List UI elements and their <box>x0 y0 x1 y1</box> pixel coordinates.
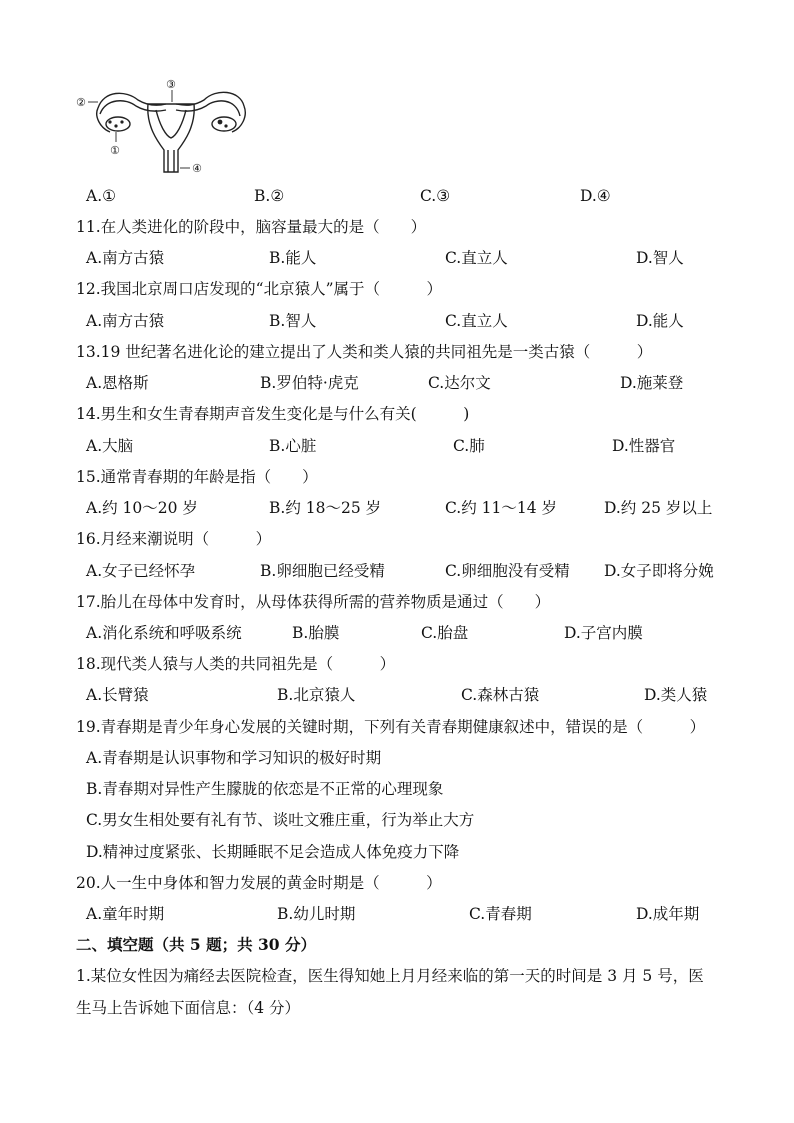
q10-option-b[interactable]: B.② <box>254 187 285 205</box>
q16-option-b[interactable]: B.卵细胞已经受精 <box>260 562 385 580</box>
q20-option-c[interactable]: C.青春期 <box>469 905 532 923</box>
q17-options <box>0 623 794 643</box>
q12-option-a[interactable]: A.南方古猿 <box>86 312 165 330</box>
q11-option-d[interactable]: D.智人 <box>636 249 684 267</box>
label-2: ② <box>76 96 86 109</box>
q19-option-c[interactable]: C.男女生相处要有礼有节、谈吐文雅庄重，行为举止大方 <box>86 811 475 829</box>
q13-option-c[interactable]: C.达尔文 <box>428 374 491 392</box>
q12-options <box>0 311 794 331</box>
q17-stem: 17.胎儿在母体中发育时，从母体获得所需的营养物质是通过（ ） <box>76 593 551 611</box>
q20-options <box>0 904 794 924</box>
q11-options <box>0 248 794 268</box>
q14-option-b[interactable]: B.心脏 <box>269 437 317 455</box>
q13-option-b[interactable]: B.罗伯特·虎克 <box>260 374 359 392</box>
q17-option-c[interactable]: C.胎盘 <box>421 624 469 642</box>
q16-option-c[interactable]: C.卵细胞没有受精 <box>445 562 570 580</box>
q11-stem: 11.在人类进化的阶段中，脑容量最大的是（ ） <box>76 218 427 236</box>
q15-options <box>0 498 794 518</box>
uterus-illustration <box>76 76 252 178</box>
q12-option-d[interactable]: D.能人 <box>636 312 684 330</box>
q10-options <box>0 186 794 206</box>
q18-stem: 18.现代类人猿与人类的共同祖先是（ ） <box>76 655 396 673</box>
q11-option-a[interactable]: A.南方古猿 <box>86 249 165 267</box>
q18-option-d[interactable]: D.类人猿 <box>644 686 708 704</box>
q20-option-d[interactable]: D.成年期 <box>636 905 700 923</box>
q18-option-b[interactable]: B.北京猿人 <box>277 686 356 704</box>
q17-option-d[interactable]: D.子宫内膜 <box>564 624 643 642</box>
q13-option-a[interactable]: A.恩格斯 <box>86 374 149 392</box>
fill-q1-line1: 1.某位女性因为痛经去医院检查，医生得知她上月月经来临的第一天的时间是 3 月 5 号，医 <box>76 967 704 985</box>
q10-option-a[interactable]: A.① <box>86 187 117 205</box>
q19-option-d[interactable]: D.精神过度紧张、长期睡眠不足会造成人体免疫力下降 <box>86 843 460 861</box>
label-4: ④ <box>192 162 202 175</box>
q10-option-d[interactable]: D.④ <box>580 187 611 205</box>
q14-option-a[interactable]: A.大脑 <box>86 437 134 455</box>
reproductive-system-diagram <box>76 76 252 178</box>
q20-stem: 20.人一生中身体和智力发展的黄金时期是（ ） <box>76 874 442 892</box>
q13-stem: 13.19 世纪著名进化论的建立提出了人类和类人猿的共同祖先是一类古猿（ ） <box>76 343 653 361</box>
q14-options <box>0 436 794 456</box>
section-heading: 二、填空题（共 5 题；共 30 分） <box>76 935 316 954</box>
q16-options <box>0 561 794 581</box>
q16-option-a[interactable]: A.女子已经怀孕 <box>86 562 196 580</box>
label-3: ③ <box>166 78 176 91</box>
q15-stem: 15.通常青春期的年龄是指（ ） <box>76 468 318 486</box>
q20-option-b[interactable]: B.幼儿时期 <box>277 905 356 923</box>
q13-options <box>0 373 794 393</box>
fill-q1-line2: 生马上告诉她下面信息：（4 分） <box>76 999 301 1017</box>
q12-stem: 12.我国北京周口店发现的“北京猿人”属于（ ） <box>76 280 442 298</box>
q15-option-b[interactable]: B.约 18～25 岁 <box>269 499 382 517</box>
q17-option-a[interactable]: A.消化系统和呼吸系统 <box>86 624 242 642</box>
q11-option-c[interactable]: C.直立人 <box>445 249 508 267</box>
q14-option-c[interactable]: C.肺 <box>453 437 485 455</box>
q12-option-c[interactable]: C.直立人 <box>445 312 508 330</box>
q11-option-b[interactable]: B.能人 <box>269 249 317 267</box>
q18-options <box>0 685 794 705</box>
q13-option-d[interactable]: D.施莱登 <box>620 374 684 392</box>
q18-option-c[interactable]: C.森林古猿 <box>461 686 540 704</box>
q12-option-b[interactable]: B.智人 <box>269 312 317 330</box>
q16-stem: 16.月经来潮说明（ ） <box>76 530 272 548</box>
q15-option-d[interactable]: D.约 25 岁以上 <box>604 499 713 517</box>
q10-option-c[interactable]: C.③ <box>420 187 451 205</box>
q19-stem: 19.青春期是青少年身心发展的关键时期，下列有关青春期健康叙述中，错误的是（ ） <box>76 718 706 736</box>
q16-option-d[interactable]: D.女子即将分娩 <box>604 562 714 580</box>
q14-option-d[interactable]: D.性器官 <box>612 437 676 455</box>
q20-option-a[interactable]: A.童年时期 <box>86 905 165 923</box>
q15-option-a[interactable]: A.约 10～20 岁 <box>86 499 198 517</box>
q15-option-c[interactable]: C.约 11～14 岁 <box>445 499 558 517</box>
q19-option-a[interactable]: A.青春期是认识事物和学习知识的极好时期 <box>86 749 382 767</box>
q17-option-b[interactable]: B.胎膜 <box>292 624 340 642</box>
q18-option-a[interactable]: A.长臂猿 <box>86 686 149 704</box>
label-1: ① <box>110 144 120 157</box>
q19-option-b[interactable]: B.青春期对异性产生朦胧的依恋是不正常的心理现象 <box>86 780 444 798</box>
q14-stem: 14.男生和女生青春期声音发生变化是与什么有关( ) <box>76 405 470 423</box>
